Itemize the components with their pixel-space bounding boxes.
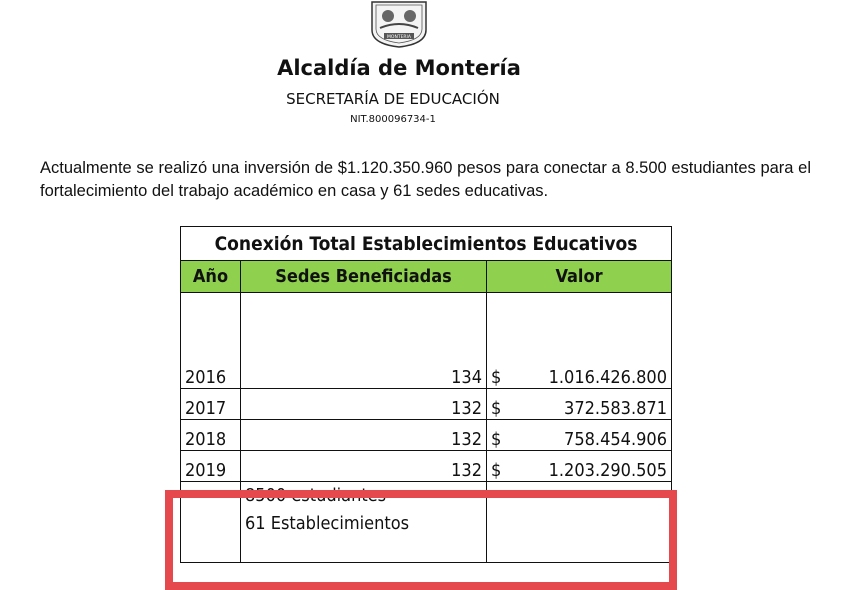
currency-symbol: $ [491, 460, 502, 481]
amount: 758.454.906 [564, 429, 668, 450]
municipal-seal-logo [366, 0, 432, 48]
sites-cell: 132 [241, 389, 487, 420]
sites-cell: 132 [241, 451, 487, 482]
highlight-box [165, 490, 677, 590]
currency-symbol: $ [491, 429, 502, 450]
table-row [181, 293, 672, 389]
column-header-value: Valor [487, 261, 672, 293]
sites-cell: 134 [241, 293, 487, 389]
amount: 372.583.871 [564, 398, 668, 419]
organization-name: Alcaldía de Montería [277, 56, 521, 80]
year-cell: 2016 [181, 293, 241, 389]
currency-symbol: $ [491, 398, 502, 419]
value-cell [487, 293, 672, 389]
column-header-year: Año [181, 261, 241, 293]
amount: 1.016.426.800 [548, 367, 668, 388]
seal-label: MONTERIA [387, 35, 411, 40]
column-header-sites: Sedes Beneficiadas [241, 261, 487, 293]
value-cell [487, 420, 672, 451]
sites-cell: 132 [241, 420, 487, 451]
table-row [181, 389, 672, 420]
amount: 1.203.290.505 [548, 460, 668, 481]
students-note: 8500 estudiantes [245, 485, 387, 506]
table-row [181, 420, 672, 451]
value-cell [487, 389, 672, 420]
department-name: SECRETARÍA DE EDUCACIÓN [286, 90, 500, 108]
table-row [181, 451, 672, 482]
establishments-note: 61 Establecimientos [245, 513, 410, 534]
year-cell: 2017 [181, 389, 241, 420]
currency-symbol: $ [491, 367, 502, 388]
value-cell [487, 451, 672, 482]
table-title: Conexión Total Establecimientos Educativos [181, 227, 672, 261]
year-cell: 2019 [181, 451, 241, 482]
tax-id: NIT.800096734-1 [350, 114, 436, 125]
investment-paragraph: Actualmente se realizó una inversión de $1.120.350.960 pesos para conectar a 8.500 estudiantes para el fortalecimiento del trabajo académico en casa y 61 sedes educativas. [40, 159, 811, 200]
year-cell: 2018 [181, 420, 241, 451]
